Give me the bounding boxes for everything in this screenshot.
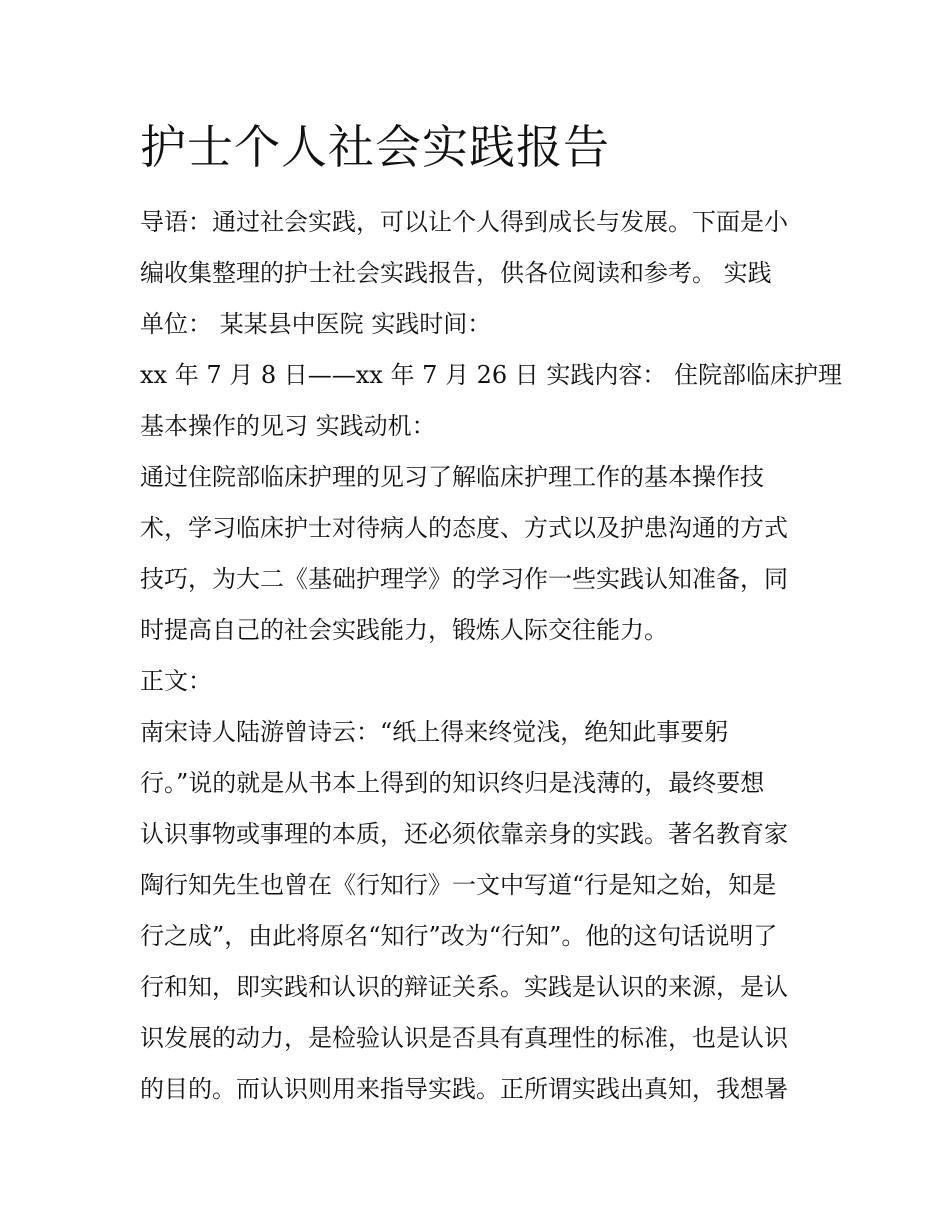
body-line: 的目的。而认识则用来指导实践。正所谓实践出真知，我想暑 [140,1075,788,1103]
body-line: 术，学习临床护士对待病人的态度、方式以及护患沟通的方式 [140,514,788,542]
body-line: 识发展的动力，是检验认识是否具有真理性的标准，也是认识 [140,1024,788,1052]
body-line: 导语：通过社会实践，可以让个人得到成长与发展。下面是小 [140,208,788,236]
body-line: 陶行知先生也曾在《行知行》一文中写道“行是知之始，知是 [140,871,777,899]
body-line: 技巧，为大二《基础护理学》的学习作一些实践认知准备，同 [140,565,788,593]
body-line: 正文： [140,667,212,695]
body-line: 时提高自己的社会实践能力，锻炼人际交往能力。 [140,616,668,644]
body-line: 通过住院部临床护理的见习了解临床护理工作的基本操作技 [140,463,764,491]
document-body [140,200,843,1118]
body-line: 南宋诗人陆游曾诗云：“纸上得来终觉浅，绝知此事要躬 [140,718,729,746]
document-title: 护士个人社会实践报告 [140,120,610,174]
body-line: 行。”说的就是从书本上得到的知识终归是浅薄的，最终要想 [140,769,765,797]
body-line: 单位： 某某县中医院 实践时间： [140,310,492,338]
body-line: 基本操作的见习 实践动机： [140,412,436,440]
body-line: 编收集整理的护士社会实践报告，供各位阅读和参考。 实践 [140,259,772,287]
body-line: 行之成”，由此将原名“知行”改为“行知”。他的这句话说明了 [140,922,778,950]
body-line: 行和知，即实践和认识的辩证关系。实践是认识的来源，是认 [140,973,788,1001]
body-line: xx 年 7 月 8 日——xx 年 7 月 26 日 实践内容： 住院部临床护理 [140,361,843,389]
body-line: 认识事物或事理的本质，还必须依靠亲身的实践。著名教育家 [140,820,788,848]
